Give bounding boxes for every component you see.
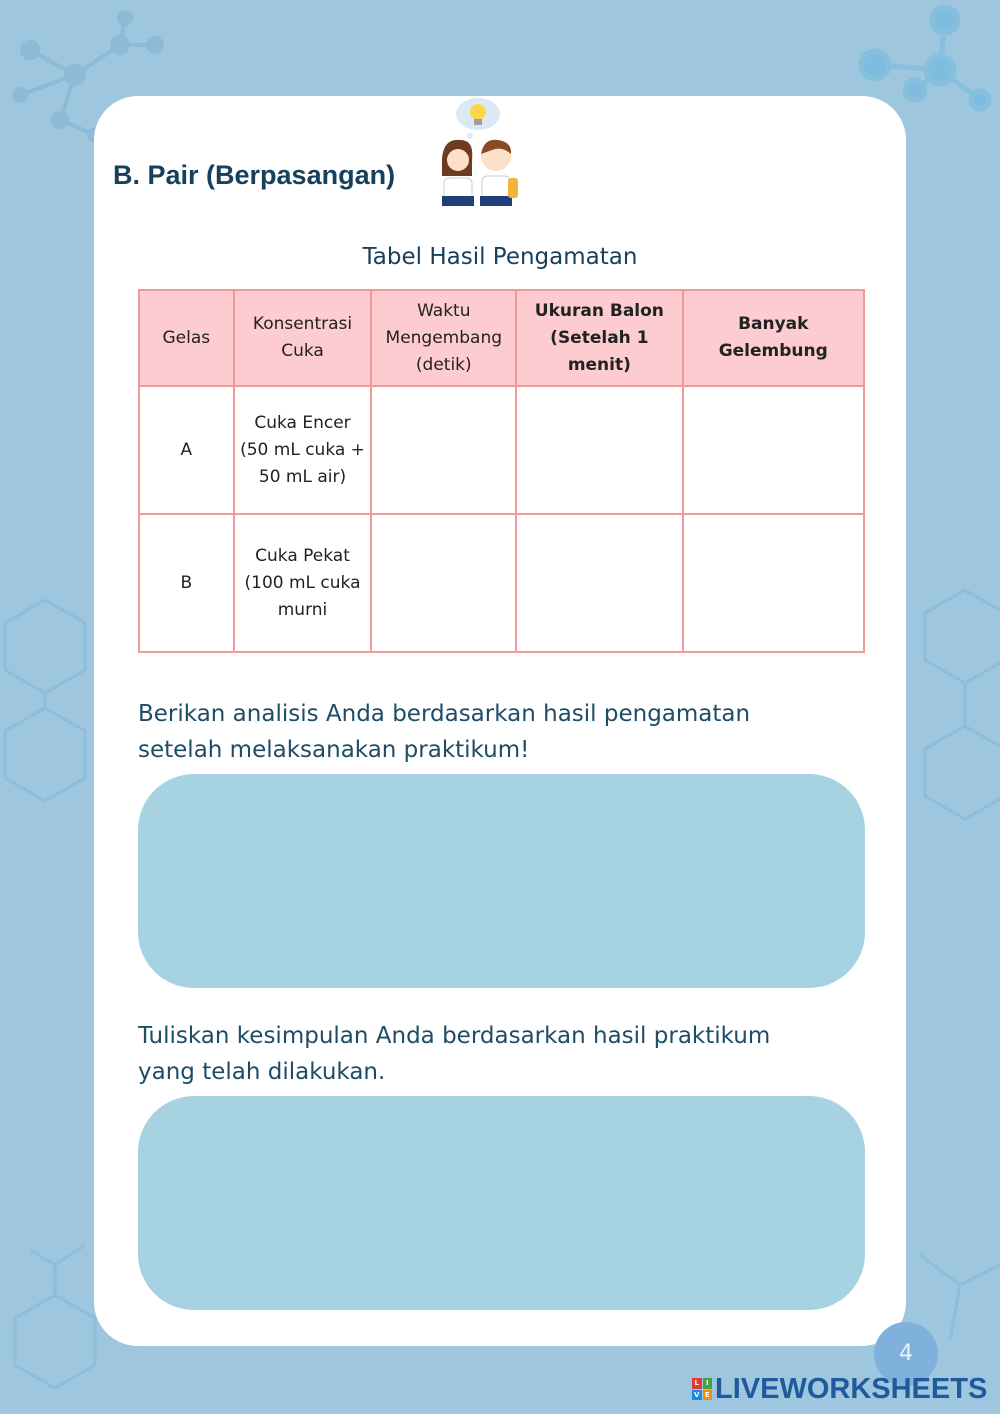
analysis-prompt: Berikan analisis Anda berdasarkan hasil pengamatan setelah melaksanakan praktikum! <box>138 701 751 763</box>
conclusion-answer-box[interactable] <box>138 1096 865 1310</box>
table-header-row <box>139 290 864 386</box>
analysis-answer-box[interactable] <box>138 774 865 988</box>
header-banyak-gelembung: Banyak Gelembung <box>683 290 864 386</box>
lightbulb-icon <box>456 98 500 139</box>
molecule-decoration-icon <box>861 7 989 109</box>
input-ukuran-a[interactable] <box>516 386 682 514</box>
cell-konsentrasi: Cuka Encer (50 mL cuka + 50 mL air) <box>234 386 372 514</box>
liveworksheets-text: LIVEWORKSHEETS <box>715 1372 988 1405</box>
header-ukuran-balon: Ukuran Balon (Setelah 1 menit) <box>516 290 682 386</box>
header-konsentrasi: Konsentrasi Cuka <box>234 290 372 386</box>
cell-konsentrasi: Cuka Pekat (100 mL cuka murni <box>234 514 372 652</box>
cell-gelas: B <box>139 514 234 652</box>
input-gelembung-b[interactable] <box>683 514 864 652</box>
table-row <box>139 514 864 652</box>
input-waktu-a[interactable] <box>371 386 516 514</box>
header-waktu: Waktu Mengembang (detik) <box>371 290 516 386</box>
input-ukuran-b[interactable] <box>516 514 682 652</box>
input-waktu-b[interactable] <box>371 514 516 652</box>
liveworksheets-logo <box>692 1372 987 1406</box>
section-title: B. Pair (Berpasangan) <box>113 160 396 190</box>
liveworksheets-logo-icon: L I V E <box>692 1378 712 1400</box>
table-row <box>139 386 864 514</box>
input-gelembung-a[interactable] <box>683 386 864 514</box>
cell-gelas: A <box>139 386 234 514</box>
header-gelas: Gelas <box>139 290 234 386</box>
page-number: 4 <box>874 1322 938 1386</box>
kids-thinking-icon <box>432 96 524 212</box>
observation-table <box>138 289 865 653</box>
conclusion-prompt: Tuliskan kesimpulan Anda berdasarkan hasil praktikum yang telah dilakukan. <box>138 1023 771 1085</box>
table-title: Tabel Hasil Pengamatan <box>362 244 638 270</box>
